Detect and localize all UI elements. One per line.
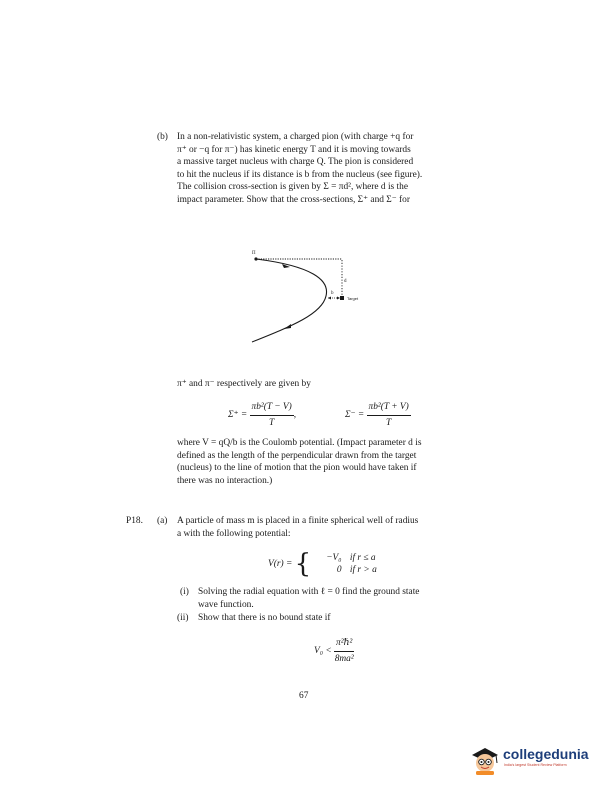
sigma-plus-lhs: Σ⁺ =: [228, 409, 248, 420]
part-b-line-4: to hit the nucleus if its distance is b from the nucleus (see figure).: [177, 169, 423, 180]
part-b-label: (b): [157, 132, 168, 142]
item-ii-text: Show that there is no bound state if: [198, 613, 331, 623]
pion-trajectory-figure: [230, 240, 380, 350]
case-1-value: −V₀: [326, 553, 342, 563]
collegedunia-logo: [468, 742, 608, 782]
potential-equation: [268, 551, 377, 577]
case-2-condition: if r > a: [349, 565, 377, 575]
pion-label: Π: [252, 251, 256, 256]
where-line-3: (nucleus) to the line of motion that the pion would have taken if: [177, 463, 417, 474]
bound-lhs: V₀ <: [314, 645, 332, 656]
target-nucleus: [340, 296, 344, 300]
after-figure-text: π⁺ and π⁻ respectively are given by: [177, 379, 311, 389]
sigma-minus-fraction: [367, 401, 411, 429]
pion-trajectory-curve: [252, 259, 327, 342]
bound-numerator: π²ℏ²: [334, 637, 354, 652]
part-b-line-3: a massive target nucleus with charge Q. The pion is considered: [177, 157, 414, 168]
item-ii-label: (ii): [177, 613, 189, 623]
item-i-line-2: wave function.: [198, 599, 254, 610]
part-a-label: (a): [157, 516, 168, 526]
sigma-plus-denominator: T: [269, 417, 275, 428]
pion-dot: [254, 257, 257, 260]
p18-intro-line-2: a with the following potential:: [177, 528, 291, 539]
left-brace: {: [294, 549, 312, 579]
target-label: Target: [347, 296, 359, 301]
b-arrow-right-icon: [337, 297, 340, 300]
page-number: 67: [299, 691, 309, 701]
sigma-minus-lhs: Σ⁻ =: [345, 409, 365, 420]
where-line-2: defined as the length of the perpendicular drawn from the target: [177, 450, 417, 461]
part-b-line-5: The collision cross-section is given by Σ = πd², where d is the: [177, 182, 409, 193]
bound-denominator: 8ma²: [334, 653, 354, 664]
potential-case-2: [314, 564, 377, 576]
b-label: b: [331, 291, 334, 296]
problem-number: P18.: [126, 516, 143, 526]
p18-intro: [177, 515, 485, 540]
sigma-plus-numerator: πb²(T − V): [250, 401, 294, 416]
potential-lhs: V(r) =: [268, 558, 293, 569]
d-label: d: [344, 279, 347, 284]
b-arrow-left-icon: [328, 297, 331, 300]
bound-fraction: [334, 637, 354, 665]
sigma-plus-fraction: [250, 401, 297, 429]
where-paragraph: [177, 437, 485, 487]
part-b-paragraph: [177, 131, 485, 207]
part-b-line-2: π⁺ or −q for π⁻) has kinetic energy T and it is moving towards: [177, 144, 411, 155]
item-i-line-1: Solving the radial equation with ℓ = 0 find the ground state: [198, 587, 420, 597]
sigma-plus-comma: ,: [293, 409, 297, 420]
sigma-minus-denominator: T: [386, 417, 392, 428]
p18-intro-line-1: A particle of mass m is placed in a finite spherical well of radius: [177, 516, 419, 526]
sigma-minus-equation: [345, 401, 411, 429]
logo-name: collegedunia: [503, 746, 589, 762]
case-2-value: 0: [336, 565, 342, 575]
mascot-icon: [468, 742, 502, 776]
part-b-line-1: In a non-relativistic system, a charged pion (with charge +q for: [177, 132, 414, 142]
part-b-line-6: impact parameter. Show that the cross-sections, Σ⁺ and Σ⁻ for: [177, 194, 410, 205]
potential-cases: [314, 552, 377, 576]
bound-state-condition: [314, 637, 354, 665]
where-line-1: where V = qQ/b is the Coulomb potential. (Impact parameter d is: [177, 438, 422, 448]
logo-tagline: India's largest Student Review Platform: [504, 763, 567, 767]
case-1-condition: if r ≤ a: [349, 553, 376, 563]
where-line-4: there was no interaction.): [177, 475, 273, 486]
sigma-minus-numerator: πb²(T + V): [367, 401, 411, 416]
sigma-plus-equation: [228, 401, 296, 429]
potential-case-1: [314, 552, 377, 564]
item-i-label: (i): [180, 587, 189, 597]
item-i-text: [198, 586, 488, 611]
